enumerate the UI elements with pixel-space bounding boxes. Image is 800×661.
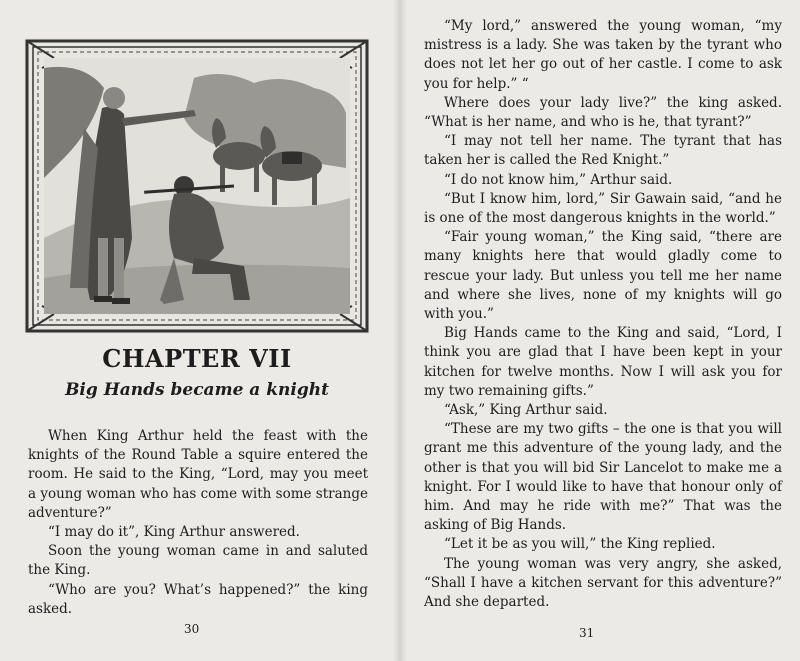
page-number-left: 30 — [184, 622, 200, 636]
paragraph: “These are my two gifts – the one is that you will grant me this adventure of the young lady, and the other is that you will bid Sir Lancelot to make me a knight. For I would like to have that honour only of him. And may he ride with me?” That was the asking of Big Hands. — [424, 421, 782, 534]
paragraph: “I do not know him,” Arthur said. — [444, 171, 673, 188]
paragraph: “My lord,” answered the young woman, “my mistress is a lady. She was taken by the tyrant who does not let her go out of her castle. I come to ask you for help.” “ — [424, 18, 782, 92]
chapter-subtitle: Big Hands became a knight — [65, 380, 329, 400]
paragraph: Soon the young woman came in and saluted the King. — [28, 543, 368, 579]
paragraph: Big Hands came to the King and said, “Lord, I think you are glad that I have been kept in your kitchen for twelve months. Now I will ask you for my two remaining gifts.” — [424, 325, 782, 399]
paragraph: “Who are you? What’s happened?” the king asked. — [28, 581, 368, 617]
paragraph: “I may not tell her name. The tyrant that has taken her is called the Red Knight.” — [424, 133, 782, 169]
paragraph: The young woman was very angry, she asked, “Shall I have a kitchen servant for this adventure?” And she departed. — [424, 555, 782, 611]
page-number-right: 31 — [579, 626, 595, 640]
paragraph: “Ask,” King Arthur said. — [444, 402, 608, 419]
paragraph: “Let it be as you will,” the King replied. — [444, 536, 716, 553]
paragraph: “Fair young woman,” the King said, “there are many knights here that would gladly come to rescue your lady. But unless you tell me her name and where she lives, none of my knights will go with you.” — [424, 229, 782, 323]
right-page-text — [424, 17, 782, 612]
paragraph: “I may do it”, King Arthur answered. — [48, 524, 300, 541]
left-page-text — [28, 427, 368, 619]
paragraph: “But I know him, lord,” Sir Gawain said, “and he is one of the most dangerous knights in the world.” — [424, 190, 782, 227]
illustration-knighting-scene — [24, 38, 370, 334]
right-page — [400, 0, 800, 661]
chapter-title: CHAPTER VII — [102, 344, 292, 373]
paragraph: Where does your lady live?” the king asked. “What is her name, and who is he, that tyrant?” — [424, 94, 782, 131]
chapter-illustration — [24, 38, 370, 334]
paragraph: When King Arthur held the feast with the knights of the Round Table a squire entered the room. He said to the King, “Lord, may you meet a young woman who has come with some strange adventure?” — [28, 428, 368, 521]
